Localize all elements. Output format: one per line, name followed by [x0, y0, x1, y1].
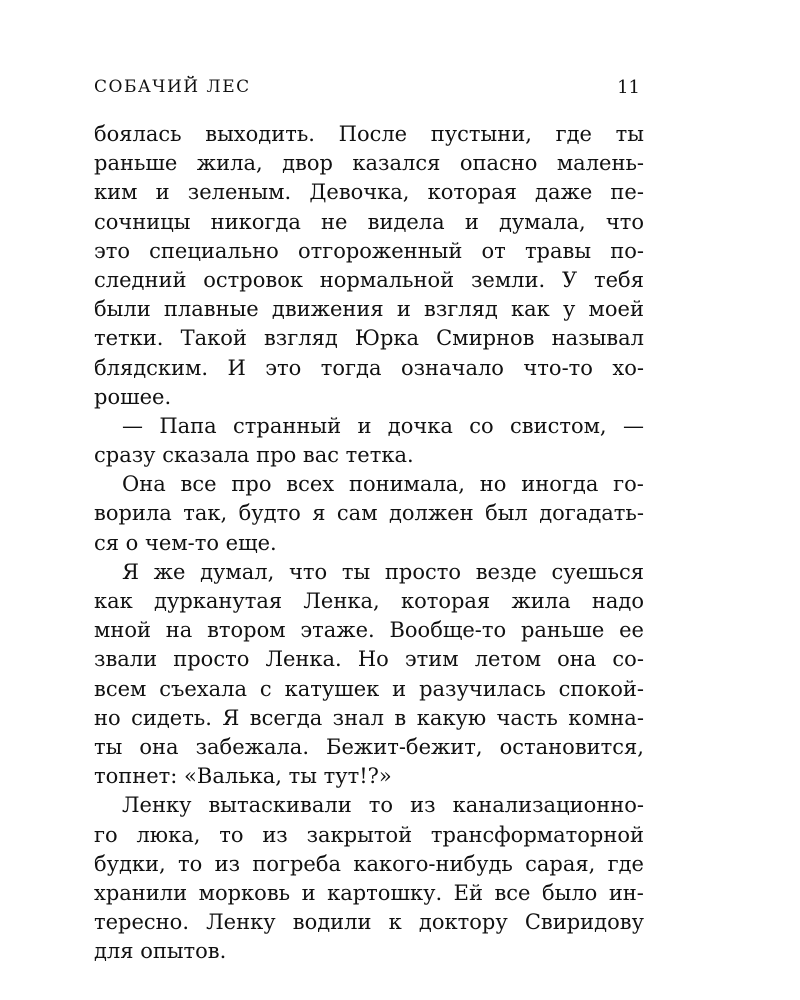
page-number: 11 [617, 77, 640, 98]
text-line: для опытов. [94, 939, 227, 964]
text-line: рошее. [94, 384, 172, 409]
running-head [94, 77, 640, 101]
text-line: следний островок нормальной земли. У тебя [94, 267, 644, 292]
text-line: раньше жила, двор казался опасно малень- [94, 151, 644, 176]
text-line: тересно. Ленку водили к доктору Свиридову [94, 910, 644, 935]
text-line: сочницы никогда не видела и думала, что [94, 209, 644, 234]
text-line: Она все про всех понимала, но иногда го- [122, 472, 644, 497]
text-line: боялась выходить. После пустыни, где ты [94, 122, 644, 146]
text-line: будки, то из погреба какого-нибудь сарая, где [94, 851, 644, 876]
text-line: были плавные движения и взгляд как у моей [94, 297, 644, 322]
text-line: ким и зеленым. Девочка, которая даже пе- [94, 180, 644, 205]
text-line: всем съехала с катушек и разучилась спокой- [94, 676, 644, 701]
text-line: тетки. Такой взгляд Юрка Смирнов называл [94, 326, 644, 351]
text-line: Ленку вытаскивали то из канализационно- [122, 793, 644, 818]
text-line: как дурканутая Ленка, которая жила надо [94, 589, 644, 613]
text-line: ты она забежала. Бежит-бежит, остановится, [94, 734, 644, 759]
text-line: мной на втором этаже. Вообще-то раньше ее [94, 618, 644, 643]
text-line: го люка, то из закрытой трансформаторной [94, 822, 644, 847]
text-line: ся о чем-то еще. [94, 530, 277, 555]
body-text [94, 120, 644, 966]
text-line: топнет: «Валька, ты тут!?» [94, 764, 392, 789]
text-line: — Папа странный и дочка со свистом, — [122, 413, 644, 438]
text-line: ворила так, будто я сам должен был догадать- [94, 501, 644, 526]
text-line: звали просто Ленка. Но этим летом она со- [94, 647, 644, 672]
text-line: хранили морковь и картошку. Ей все было ин- [94, 880, 644, 905]
text-line: блядским. И это тогда означало что-то хо- [94, 355, 644, 380]
text-line: но сидеть. Я всегда знал в какую часть комна- [94, 705, 644, 730]
text-line: это специально отгороженный от травы по- [94, 238, 644, 263]
running-title: СОБАЧИЙ ЛЕС [94, 77, 251, 97]
text-line: Я же думал, что ты просто везде суешься [122, 559, 644, 584]
text-line: сразу сказала про вас тетка. [94, 443, 414, 468]
